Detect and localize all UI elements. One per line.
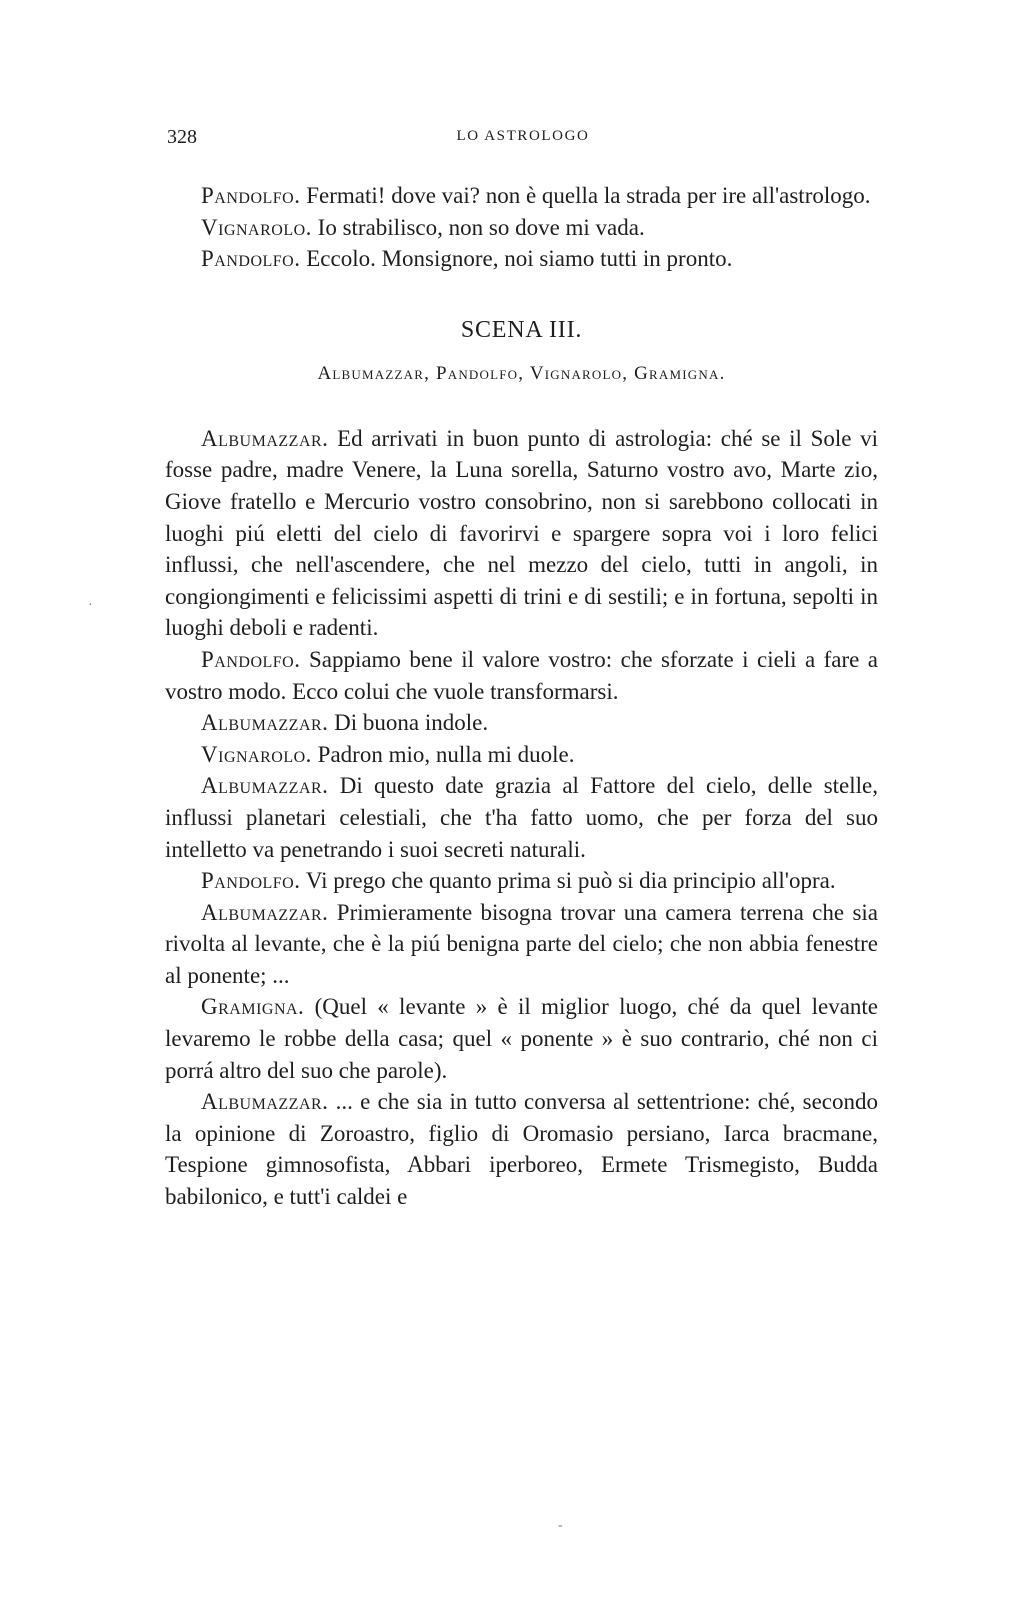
speech-text: Primieramente bisogna trovar una camera terrena che sia rivolta al levante, che è la piú benigna parte del cielo; che non abbia fenestre al ponente; ... xyxy=(165,899,878,988)
speaker-name: Albumazzar. xyxy=(201,1089,329,1115)
dialogue-line xyxy=(165,991,878,1086)
speech-text: Io strabilisco, non so dove mi vada. xyxy=(317,214,645,240)
speech-text: Ed arrivati in buon punto di astrologia: ché se il Sole vi fosse padre, madre Venere, la Luna sorella, Saturno vostro avo, Marte zio, Giove fratello e Mercurio vostro consobrino, non si sarebbono collocati in luoghi piú eletti del cielo di favorirvi e spargere sopra voi i loro felici influssi, che nell'ascendere, che nel mezzo del cielo, tutti in angoli, in congiongimenti e felicissimi aspetti di trini e di sestili; e in fortuna, sepolti in luoghi deboli e radenti. xyxy=(165,425,879,641)
speaker-name: Pandolfo. xyxy=(201,246,301,272)
speech-text: Sappiamo bene il valore vostro: che sforzate i cieli a fare a vostro modo. Ecco colui che vuole transformarsi. xyxy=(165,646,879,704)
dialogue-line xyxy=(165,212,878,244)
speaker-name: Pandolfo. xyxy=(201,183,301,208)
speech-text: Di questo date grazia al Fattore del cielo, delle stelle, influssi planetari celestiali, che t'ha fatto uomo, che per forza del suo intelletto va penetrando i suoi secreti naturali. xyxy=(165,773,879,862)
speech-text: Di buona indole. xyxy=(334,710,489,736)
scan-speck: · xyxy=(88,598,93,613)
dialogue-after-scene xyxy=(165,423,878,1213)
dialogue-line xyxy=(165,770,878,865)
speech-text: Vi prego che quanto prima si può si dia principio all'opra. xyxy=(305,868,836,894)
speaker-name: Albumazzar. xyxy=(201,710,329,736)
running-head: LO ASTROLOGO xyxy=(456,128,590,144)
dialogue-line xyxy=(165,180,878,212)
speech-text: (Quel « levante » è il miglior luogo, ché da quel levante levaremo le robbe della casa; quel « ponente » è suo contrario, ché non ci porrá altro del suo che parole). xyxy=(165,994,878,1083)
speaker-name: Vignarolo. xyxy=(201,741,312,767)
speech-text: Padron mio, nulla mi duole. xyxy=(317,741,575,767)
speaker-name: Gramigna. xyxy=(201,994,305,1020)
page-header xyxy=(167,126,879,156)
dialogue-line xyxy=(165,739,878,771)
speech-text: Eccolo. Monsignore, noi siamo tutti in pronto. xyxy=(306,246,733,272)
dialogue-line xyxy=(165,707,878,739)
speaker-name: Albumazzar. xyxy=(201,425,329,451)
speaker-name: Vignarolo. xyxy=(201,214,312,240)
scan-speck: - xyxy=(558,1518,563,1533)
speaker-name: Albumazzar. xyxy=(201,899,329,925)
dialogue-before-scene xyxy=(165,180,878,275)
dialogue-line xyxy=(165,897,878,992)
scene-cast: Albumazzar, Pandolfo, Vignarolo, Gramigna. xyxy=(317,362,726,384)
speech-text: Fermati! dove vai? non è quella la strada per ire all'astrologo. xyxy=(306,183,871,208)
page-text xyxy=(165,180,878,1213)
dialogue-line xyxy=(165,1086,878,1212)
page-number: 328 xyxy=(167,126,197,148)
speaker-name: Pandolfo. xyxy=(201,646,301,672)
speaker-name: Albumazzar. xyxy=(201,773,329,799)
speaker-name: Pandolfo. xyxy=(201,868,301,894)
scene-title: SCENA III. xyxy=(460,316,583,343)
dialogue-line xyxy=(165,423,878,644)
dialogue-line xyxy=(165,865,878,897)
speech-text: ... e che sia in tutto conversa al settentrione: ché, secondo la opinione di Zoroastro, figlio di Oromasio persiano, Iarca bracmane, Tespione gimnosofista, Abbari iperboreo, Ermete Trismegisto, Budda babilonico, e tutt'i caldei e xyxy=(165,1089,878,1210)
dialogue-line xyxy=(165,644,878,707)
dialogue-line xyxy=(165,243,878,275)
